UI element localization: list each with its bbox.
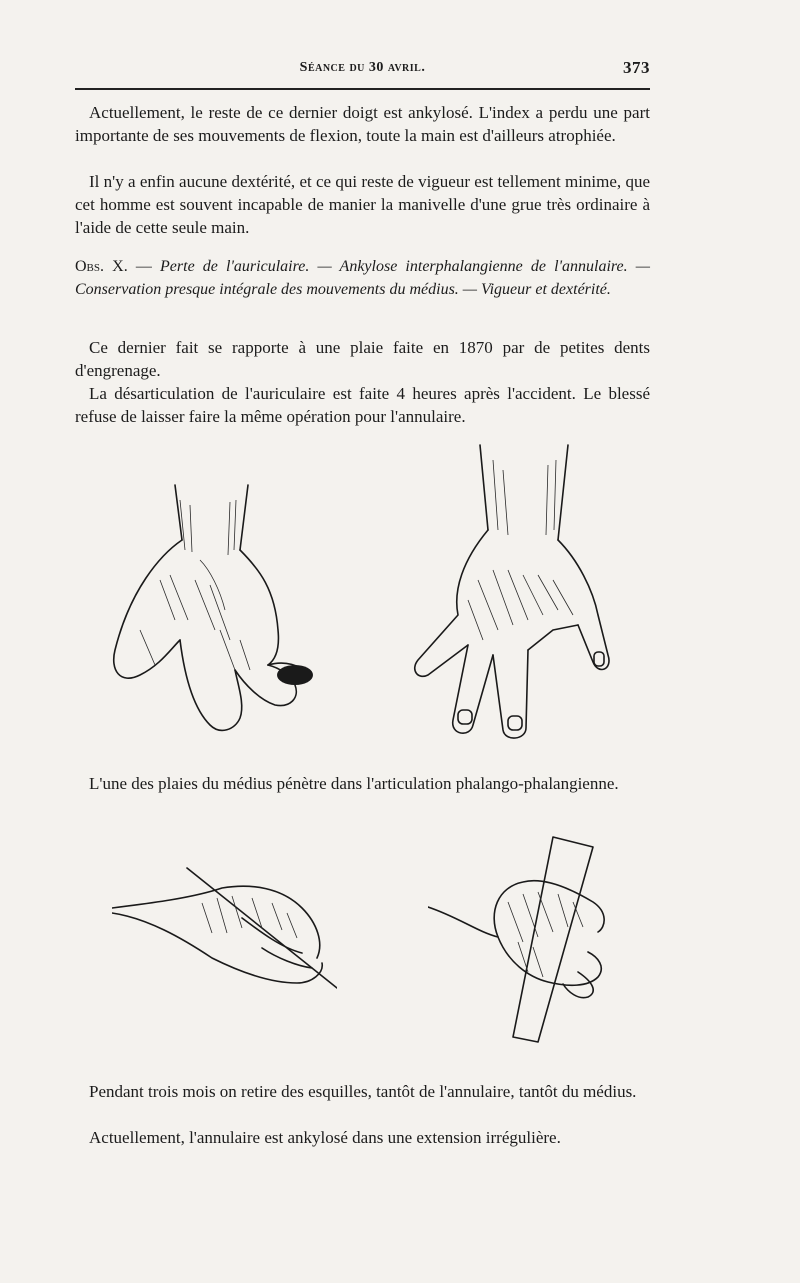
paragraph-dexterity: Il n'y a enfin aucune dextérité, et ce qui reste de vigueur est tellement minime, que cet homme est souvent incapable de manier la manivelle d'une grue très ordinaire à l'aide de cette seule main. [75, 172, 650, 237]
hand-gripping-stick-illustration [428, 832, 613, 1047]
paragraph-current-state: Actuellement, l'annulaire est ankylosé dans une extension irrégulière. [89, 1128, 561, 1147]
paragraph-wound: L'une des plaies du médius pénètre dans l'articulation phalango-phalangienne. [89, 774, 619, 793]
paragraph-origin: Ce dernier fait se rapporte à une plaie faite en 1870 par de petites dents d'engrenage. [75, 338, 650, 380]
paragraph-splinters: Pendant trois mois on retire des esquilles, tantôt de l'annulaire, tantôt du médius. [89, 1082, 637, 1101]
observation-dash: — [127, 258, 161, 275]
paragraph-disarticulation: La désarticulation de l'auriculaire est faite 4 heures après l'accident. Le blessé refuse de laisser faire la même opération pour l'annulaire. [75, 384, 650, 426]
observation-label: Obs. X. [75, 258, 128, 275]
hand-palm-illustration [100, 480, 340, 740]
hand-dorsal-illustration [408, 440, 623, 740]
observation-heading [75, 255, 650, 301]
running-header [75, 60, 650, 84]
header-rule [75, 88, 650, 90]
paragraph-ankylosis: Actuellement, le reste de ce dernier doigt est ankylosé. L'index a perdu une part importante de ses mouvements de flexion, toute la main est d'ailleurs atrophiée. [75, 103, 650, 145]
page-number: 373 [623, 58, 650, 77]
observation-title: Perte de l'auriculaire. — Ankylose interphalangienne de l'annulaire. — Conservation presque intégrale des mouvements du médius. — Vigueur et dextérité. [75, 258, 650, 298]
header-title: Séance du 30 avril. [299, 60, 426, 75]
hand-holding-pen-illustration [112, 858, 337, 1003]
